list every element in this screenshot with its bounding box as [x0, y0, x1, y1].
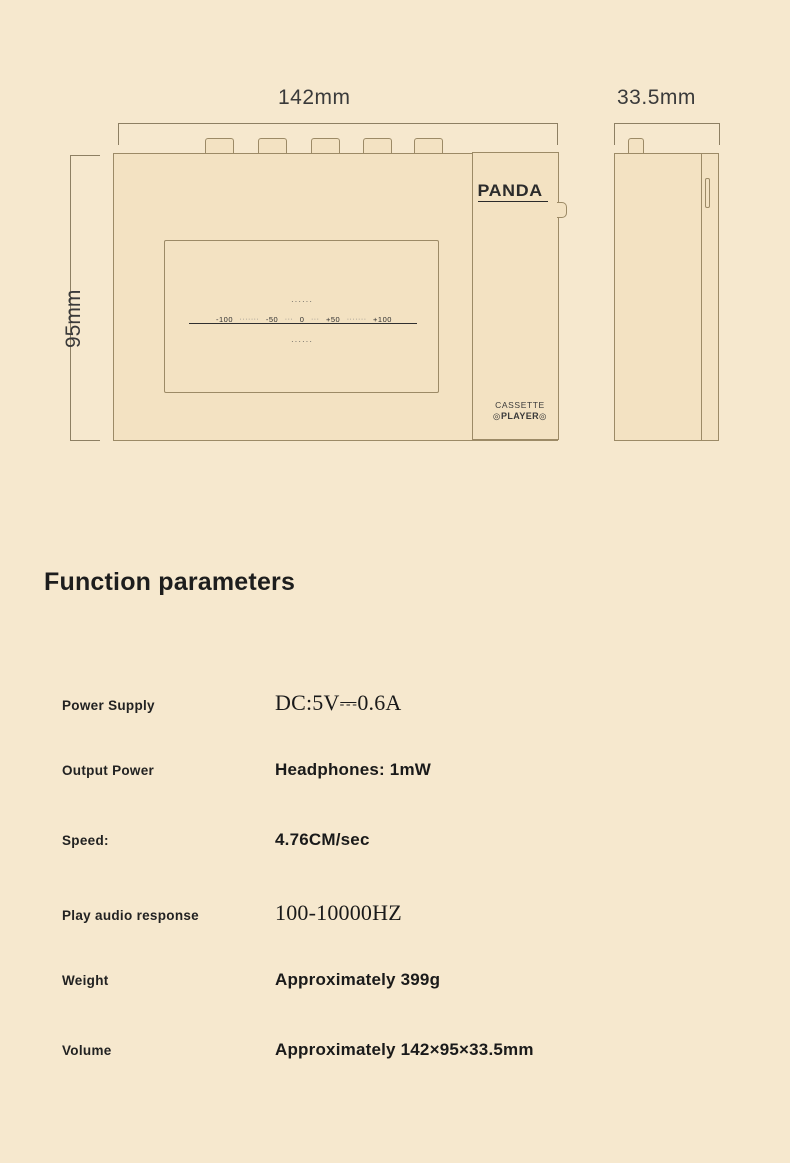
cassette-player-caption	[480, 400, 560, 422]
table-row	[0, 830, 790, 900]
scale-tick-labels	[216, 315, 392, 324]
spec-value-speed: 4.76CM/sec	[275, 830, 370, 849]
depth-dimension-label: 33.5mm	[617, 86, 696, 109]
height-dimension-label: 95mm	[62, 289, 85, 348]
brand-logo: PANDA	[477, 181, 543, 200]
scale-tick-plus50: +50	[325, 315, 341, 324]
spec-label-output-power: Output Power	[62, 763, 155, 778]
side-view-slot	[705, 178, 710, 208]
scale-tick-dots-3: ···	[310, 316, 320, 323]
spec-value-play-audio-response: 100-10000HZ	[275, 900, 402, 925]
caption-line-2	[480, 411, 560, 422]
scale-tick-dots-1: ·······	[239, 316, 260, 323]
width-dimension-line	[118, 123, 558, 124]
caption-left-mark: ◎	[492, 411, 501, 421]
product-dimension-diagram	[0, 0, 790, 500]
table-row	[0, 760, 790, 830]
spec-label-play-audio-response: Play audio response	[62, 908, 199, 923]
side-view-body	[614, 153, 719, 441]
spec-label-weight: Weight	[62, 973, 109, 988]
caption-line-1: CASSETTE	[495, 400, 545, 410]
table-row	[0, 1040, 790, 1110]
table-row	[0, 900, 790, 970]
table-row	[0, 970, 790, 1040]
scale-tick-minus50: -50	[265, 315, 279, 324]
scale-tick-dots-4: ·······	[346, 316, 367, 323]
spec-value-volume: Approximately 142×95×33.5mm	[275, 1040, 534, 1059]
scale-dots-top: ······	[291, 297, 313, 306]
width-dimension-label: 142mm	[278, 86, 351, 109]
table-row	[0, 690, 790, 760]
spec-value-output-power: Headphones: 1mW	[275, 760, 432, 779]
depth-dimension-line	[614, 123, 720, 124]
spec-label-power-supply: Power Supply	[62, 698, 155, 713]
scale-tick-plus100: +100	[373, 315, 392, 324]
brand-underline	[478, 201, 548, 202]
spec-value-weight: Approximately 399g	[275, 970, 441, 989]
side-view-edge-line	[701, 154, 702, 440]
caption-right-mark: ◎	[539, 411, 548, 421]
front-view-body	[113, 153, 558, 441]
specifications-table	[0, 690, 790, 1110]
spec-value-power-supply: DC:5V⎓0.6A	[275, 690, 402, 715]
side-knob	[557, 202, 567, 218]
caption-player-text: PLAYER	[500, 411, 540, 421]
spec-label-volume: Volume	[62, 1043, 112, 1058]
spec-label-speed: Speed:	[62, 833, 109, 848]
scale-tick-minus100: -100	[216, 315, 234, 324]
scale-dots-bottom: ······	[291, 337, 313, 346]
scale-tick-dots-2: ···	[284, 316, 294, 323]
page-title: Function parameters	[44, 568, 296, 596]
scale-tick-zero: 0	[299, 315, 305, 324]
